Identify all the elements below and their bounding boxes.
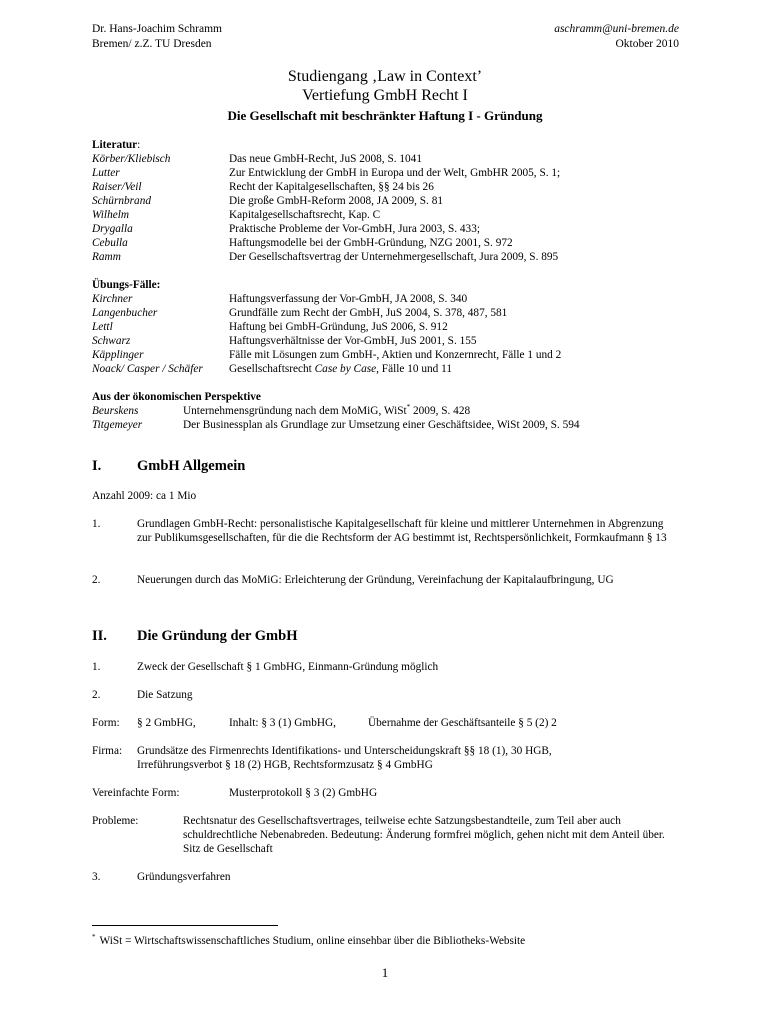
uebung-ref: Grundfälle zum Recht der GmbH, JuS 2004, S. 378, 487, 581 (229, 307, 508, 319)
list-text: Neuerungen durch das MoMiG: Erleichterung der Gründung, Vereinfachung der Kapitalaufbringung, UG (137, 574, 614, 586)
uebung-ref: Haftung bei GmbH-Gründung, JuS 2006, S. 912 (229, 321, 448, 333)
vereinfacht-text: Musterprotokoll § 3 (2) GmbHG (229, 787, 378, 799)
header-date: Oktober 2010 (615, 38, 679, 50)
lit-ref: Kapitalgesellschaftsrecht, Kap. C (229, 209, 381, 221)
uebung-ref: Gesellschaftsrecht Case by Case, Fälle 10 und 11 (229, 363, 452, 375)
lit-ref: Zur Entwicklung der GmbH in Europa und der Welt, GmbHR 2005, S. 1; (229, 167, 561, 179)
footnote-mark: * (92, 933, 96, 942)
section-number: II. (92, 628, 107, 644)
probleme-label: Probleme: (92, 815, 139, 827)
form-value-c: Übernahme der Geschäftsanteile § 5 (2) 2 (368, 717, 557, 729)
title-line2: Vertiefung GmbH Recht I (302, 87, 468, 104)
form-value-a: § 2 GmbHG, (137, 717, 196, 729)
lit-ref: Recht der Kapitalgesellschaften, §§ 24 bis 26 (229, 181, 434, 193)
title-line1: Studiengang ‚Law in Context’ (287, 68, 483, 85)
header-author: Dr. Hans-Joachim Schramm (92, 23, 222, 35)
lit-author: Schürnbrand (92, 195, 151, 207)
section-title: Die Gründung der GmbH (137, 628, 298, 644)
lit-author: Drygalla (92, 223, 133, 235)
lit-ref: Praktische Probleme der Vor-GmbH, Jura 2003, S. 433; (229, 223, 480, 235)
list-text: Grundlagen GmbH-Recht: personalistische Kapitalgesellschaft für kleine und mittlerer Unternehmen in Abgrenzung zur Publikumsgesellschaften, für die die Rechtsform der AG bestimmt ist, Rechtspersönlichkeit, Formkaufmann § 13 (137, 518, 667, 544)
uebung-author: Käpplinger (92, 349, 144, 361)
uebung-ref: Haftungsverfassung der Vor-GmbH, JA 2008, S. 340 (229, 293, 468, 305)
uebung-author: Langenbucher (92, 307, 158, 319)
header-email: aschramm@uni-bremen.de (554, 23, 679, 35)
literatur-heading: Literatur: (92, 139, 141, 151)
lit-ref: Der Gesellschaftsvertrag der Unternehmergesellschaft, Jura 2009, S. 895 (229, 251, 559, 263)
uebung-ref: Haftungsverhältnisse der Vor-GmbH, JuS 2001, S. 155 (229, 335, 477, 347)
list-number: 2. (92, 574, 101, 586)
oek-ref: Der Businessplan als Grundlage zur Umsetzung einer Geschäftsidee, WiSt 2009, S. 594 (183, 419, 580, 431)
lit-author: Cebulla (92, 237, 128, 249)
footnote (92, 934, 525, 948)
oek-author: Beurskens (92, 405, 139, 417)
list-text: Die Satzung (137, 689, 193, 701)
uebung-author: Schwarz (92, 335, 131, 347)
lit-ref: Haftungsmodelle bei der GmbH-Gründung, NZG 2001, S. 972 (229, 237, 513, 249)
firma-label: Firma: (92, 745, 123, 757)
list-number: 2. (92, 689, 101, 701)
oekonomisch-heading: Aus der ökonomischen Perspektive (92, 391, 261, 403)
header-affiliation: Bremen/ z.Z. TU Dresden (92, 38, 212, 50)
lit-ref: Die große GmbH-Reform 2008, JA 2009, S. 81 (229, 195, 443, 207)
lit-author: Ramm (92, 251, 121, 263)
probleme-text: Rechtsnatur des Gesellschaftsvertrages, teilweise echte Satzungsbestandteile, zum Teil aber auch schuldrechtliche Nebenabreden. Bedeutung: Änderung formfrei möglich, gehen nicht mit dem Anteil über. Sitz de Gesellschaft (183, 815, 665, 855)
lit-author: Körber/Kliebisch (92, 153, 171, 165)
footnote-marker: * (406, 403, 411, 412)
uebung-heading: Übungs-Fälle: (92, 279, 161, 291)
footnote-rule (92, 925, 278, 926)
page-number: 1 (381, 965, 389, 980)
anzahl-text: Anzahl 2009: ca 1 Mio (92, 490, 197, 502)
list-text: Zweck der Gesellschaft § 1 GmbHG, Einmann-Gründung möglich (137, 661, 439, 673)
list-number: 1. (92, 661, 101, 673)
form-label: Form: (92, 717, 120, 729)
section-title: GmbH Allgemein (137, 458, 246, 474)
title-line3: Die Gesellschaft mit beschränkter Haftung I - Gründung (227, 108, 543, 123)
uebung-author: Kirchner (92, 293, 133, 305)
oek-author: Titgemeyer (92, 419, 143, 431)
oek-ref: Unternehmensgründung nach dem MoMiG, WiSt* 2009, S. 428 (183, 403, 471, 417)
list-number: 3. (92, 871, 101, 883)
lit-author: Lutter (92, 167, 120, 179)
lit-ref: Das neue GmbH-Recht, JuS 2008, S. 1041 (229, 153, 422, 165)
lit-author: Raiser/Veil (92, 181, 142, 193)
uebung-author: Noack/ Casper / Schäfer (92, 363, 203, 375)
firma-text: Grundsätze des Firmenrechts Identifikations- und Unterscheidungskraft §§ 18 (1), 30 HGB, Irreführungsverbot § 18 (2) HGB, Rechtsformzusatz § 4 GmbHG (137, 745, 552, 771)
uebung-ref: Fälle mit Lösungen zum GmbH-, Aktien und Konzernrecht, Fälle 1 und 2 (229, 349, 562, 361)
footnote-text: WiSt = Wirtschaftswissenschaftliches Studium, online einsehbar über die Bibliotheks-Website (99, 935, 526, 947)
vereinfacht-label: Vereinfachte Form: (92, 787, 180, 799)
list-number: 1. (92, 518, 101, 530)
lit-author: Wilhelm (92, 209, 130, 221)
list-text: Gründungsverfahren (137, 871, 231, 883)
uebung-author: Lettl (92, 321, 113, 333)
section-number: I. (92, 458, 102, 474)
form-value-b: Inhalt: § 3 (1) GmbHG, (229, 717, 336, 729)
